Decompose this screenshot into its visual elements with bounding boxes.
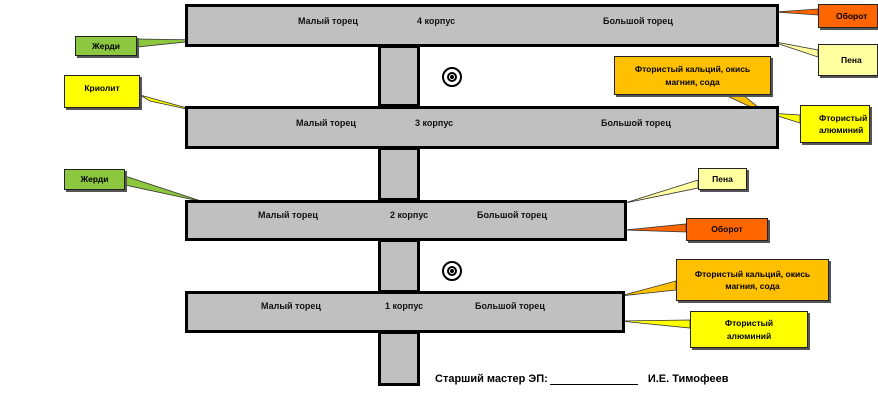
leader-c2-right-bottom	[625, 224, 686, 232]
callout-c4-left: Жерди	[75, 36, 137, 56]
connector-pillar	[378, 331, 420, 386]
signature-name: И.Е. Тимофеев	[647, 373, 729, 385]
signature-title: Старший мастер ЭП:	[435, 373, 548, 385]
corpus-1	[185, 291, 625, 333]
small-end-label: Малый торец	[258, 210, 318, 220]
connector-pillar	[378, 239, 420, 293]
target-icon	[442, 261, 462, 281]
leader-c2-left	[125, 176, 204, 202]
signature	[435, 373, 729, 385]
small-end-label: Малый торец	[296, 118, 356, 128]
big-end-label: Большой торец	[603, 16, 673, 26]
target-icon	[442, 67, 462, 87]
corpus-4	[185, 4, 779, 47]
callout-c3-left: Криолит	[64, 75, 140, 108]
callout-c2-right-bottom: Оборот	[686, 218, 768, 241]
corpus-name: 1 корпус	[385, 301, 424, 311]
connector-pillar	[378, 45, 420, 107]
callout-c2-left: Жерди	[64, 169, 125, 190]
corpus-2	[185, 200, 627, 241]
small-end-label: Малый торец	[298, 16, 358, 26]
leader-c1-right-top	[620, 281, 676, 296]
signature-line	[550, 374, 638, 385]
callout-c2-right-top: Пена	[698, 168, 747, 190]
big-end-label: Большой торец	[601, 118, 671, 128]
leader-c1-right-bottom	[620, 320, 690, 328]
callout-c4-right-top: Оборот	[818, 4, 878, 28]
leader-c4-right-top	[775, 9, 818, 15]
corpus-name: 3 корпус	[415, 118, 454, 128]
corpus-3	[185, 106, 779, 149]
callout-c4-right-bottom: Пена	[818, 44, 878, 76]
callout-c3-right: Фтористый алюминий	[800, 105, 870, 143]
corpus-name: 2 корпус	[390, 210, 429, 220]
big-end-label: Большой торец	[475, 301, 545, 311]
connector-pillar	[378, 147, 420, 201]
callout-c1-right-top: Фтористый кальций, окись магния, сода	[676, 259, 829, 301]
small-end-label: Малый торец	[261, 301, 321, 311]
callout-c1-right-bottom: Фтористый алюминий	[690, 311, 808, 348]
big-end-label: Большой торец	[477, 210, 547, 220]
corpus-name: 4 корпус	[417, 16, 456, 26]
callout-c3-top: Фтористый кальций, окись магния, сода	[614, 56, 771, 95]
leader-c2-right-top	[625, 180, 698, 203]
